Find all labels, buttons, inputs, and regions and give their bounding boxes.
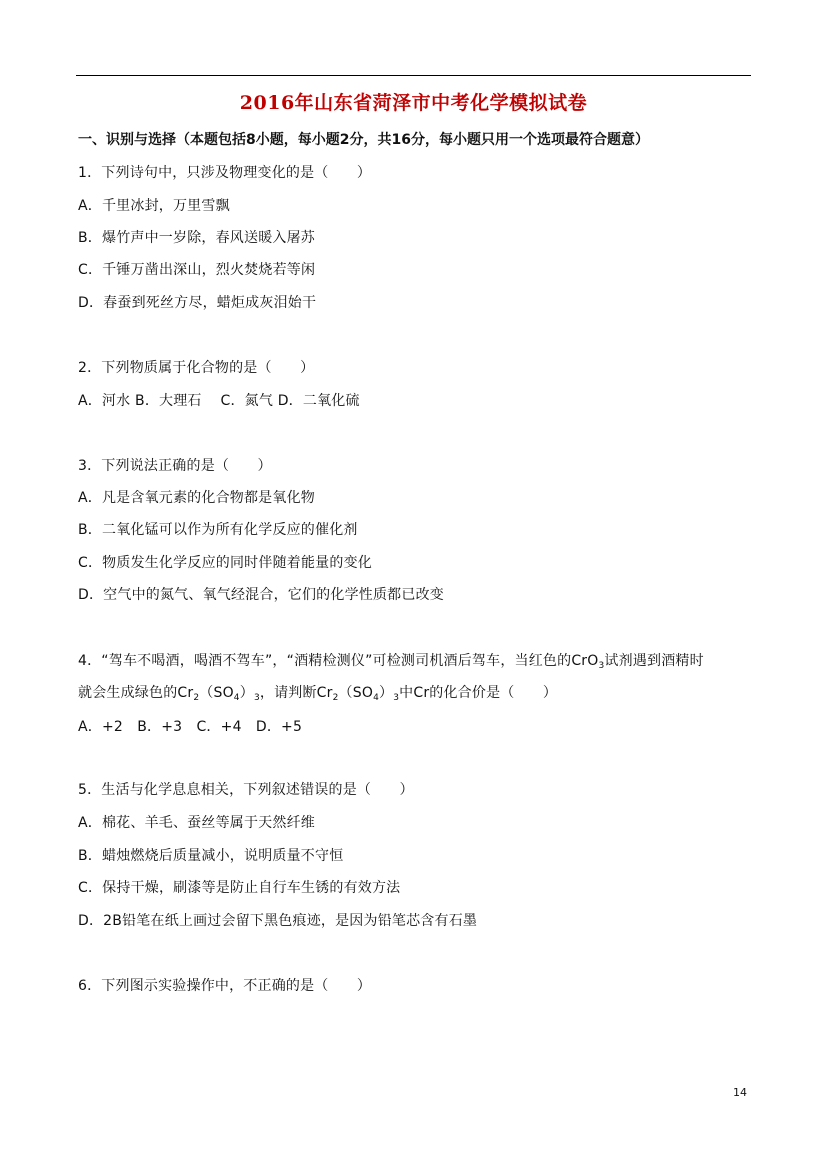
q4-sub-4b: 4 <box>373 693 379 703</box>
section-heading: 一、识别与选择（本题包括8小题，每小题2分，共16分，每小题只用一个选项最符合题意） <box>78 132 649 148</box>
q4-text-2c: 中Cr的化合价是（ ） <box>399 685 558 701</box>
page-title: 2016年山东省菏泽市中考化学模拟试卷 <box>239 92 588 114</box>
q4-stem-line2 <box>78 682 557 703</box>
q1-option-d: D．春蚕到死丝方尽，蜡炬成灰泪始干 <box>78 295 317 311</box>
q5-option-a: A．棉花、羊毛、蚕丝等属于天然纤维 <box>78 815 315 831</box>
q3-option-c: C．物质发生化学反应的同时伴随着能量的变化 <box>78 555 372 571</box>
q1-option-b: B．爆竹声中一岁除，春风送暖入屠苏 <box>78 230 316 246</box>
q4-so4-a: （SO <box>199 685 234 701</box>
q4-text-1b: 试剂遇到酒精时 <box>604 653 704 669</box>
q4-sub-4a: 4 <box>233 693 240 703</box>
q3-option-d: D．空气中的氮气、氧气经混合，它们的化学性质都已改变 <box>78 587 444 603</box>
q4-close-a: ） <box>239 685 254 701</box>
q4-text-2b: ，请判断Cr <box>259 685 333 701</box>
q4-sub-2b: 2 <box>332 693 339 703</box>
q5-option-d: D．2B铅笔在纸上画过会留下黑色痕迹，是因为铅笔芯含有石墨 <box>78 913 478 929</box>
q6-stem: 6．下列图示实验操作中，不正确的是（ ） <box>78 978 372 994</box>
q4-options: A．+2 B．+3 C．+4 D．+5 <box>78 719 303 735</box>
q3-stem: 3．下列说法正确的是（ ） <box>78 458 272 474</box>
q4-so4-b: （SO <box>338 685 374 701</box>
q2-options: A．河水 B．大理石 C．氮气 D．二氧化硫 <box>78 393 360 409</box>
q4-sub-2a: 2 <box>193 693 200 703</box>
q5-option-b: B．蜡烛燃烧后质量减小，说明质量不守恒 <box>78 848 344 864</box>
q1-option-a: A．千里冰封，万里雪飘 <box>78 198 230 214</box>
q1-option-c: C．千锤万凿出深山，烈火焚烧若等闲 <box>78 262 316 278</box>
q4-sub-3b: 3 <box>393 693 400 703</box>
q3-option-b: B．二氧化锰可以作为所有化学反应的催化剂 <box>78 522 358 538</box>
q4-sub-3a: 3 <box>253 693 260 703</box>
q4-close-b: ） <box>379 685 394 701</box>
q4-sub-1: 3 <box>598 661 605 671</box>
q5-stem: 5．生活与化学息息相关，下列叙述错误的是（ ） <box>78 782 414 798</box>
q3-option-a: A．凡是含氧元素的化合物都是氧化物 <box>78 490 315 506</box>
q2-stem: 2．下列物质属于化合物的是（ ） <box>78 360 315 376</box>
page-number: 14 <box>733 1086 747 1099</box>
q4-stem-line1 <box>78 650 704 671</box>
header-rule <box>76 75 751 76</box>
q4-text-1a: 4．“驾车不喝酒，喝酒不驾车”，“酒精检测仪”可检测司机酒后驾车，当红色的CrO <box>78 653 599 669</box>
q5-option-c: C．保持干燥，刷漆等是防止自行车生锈的有效方法 <box>78 880 401 896</box>
q1-stem: 1．下列诗句中，只涉及物理变化的是（ ） <box>78 165 372 181</box>
q4-text-2a: 就会生成绿色的Cr <box>78 685 194 701</box>
